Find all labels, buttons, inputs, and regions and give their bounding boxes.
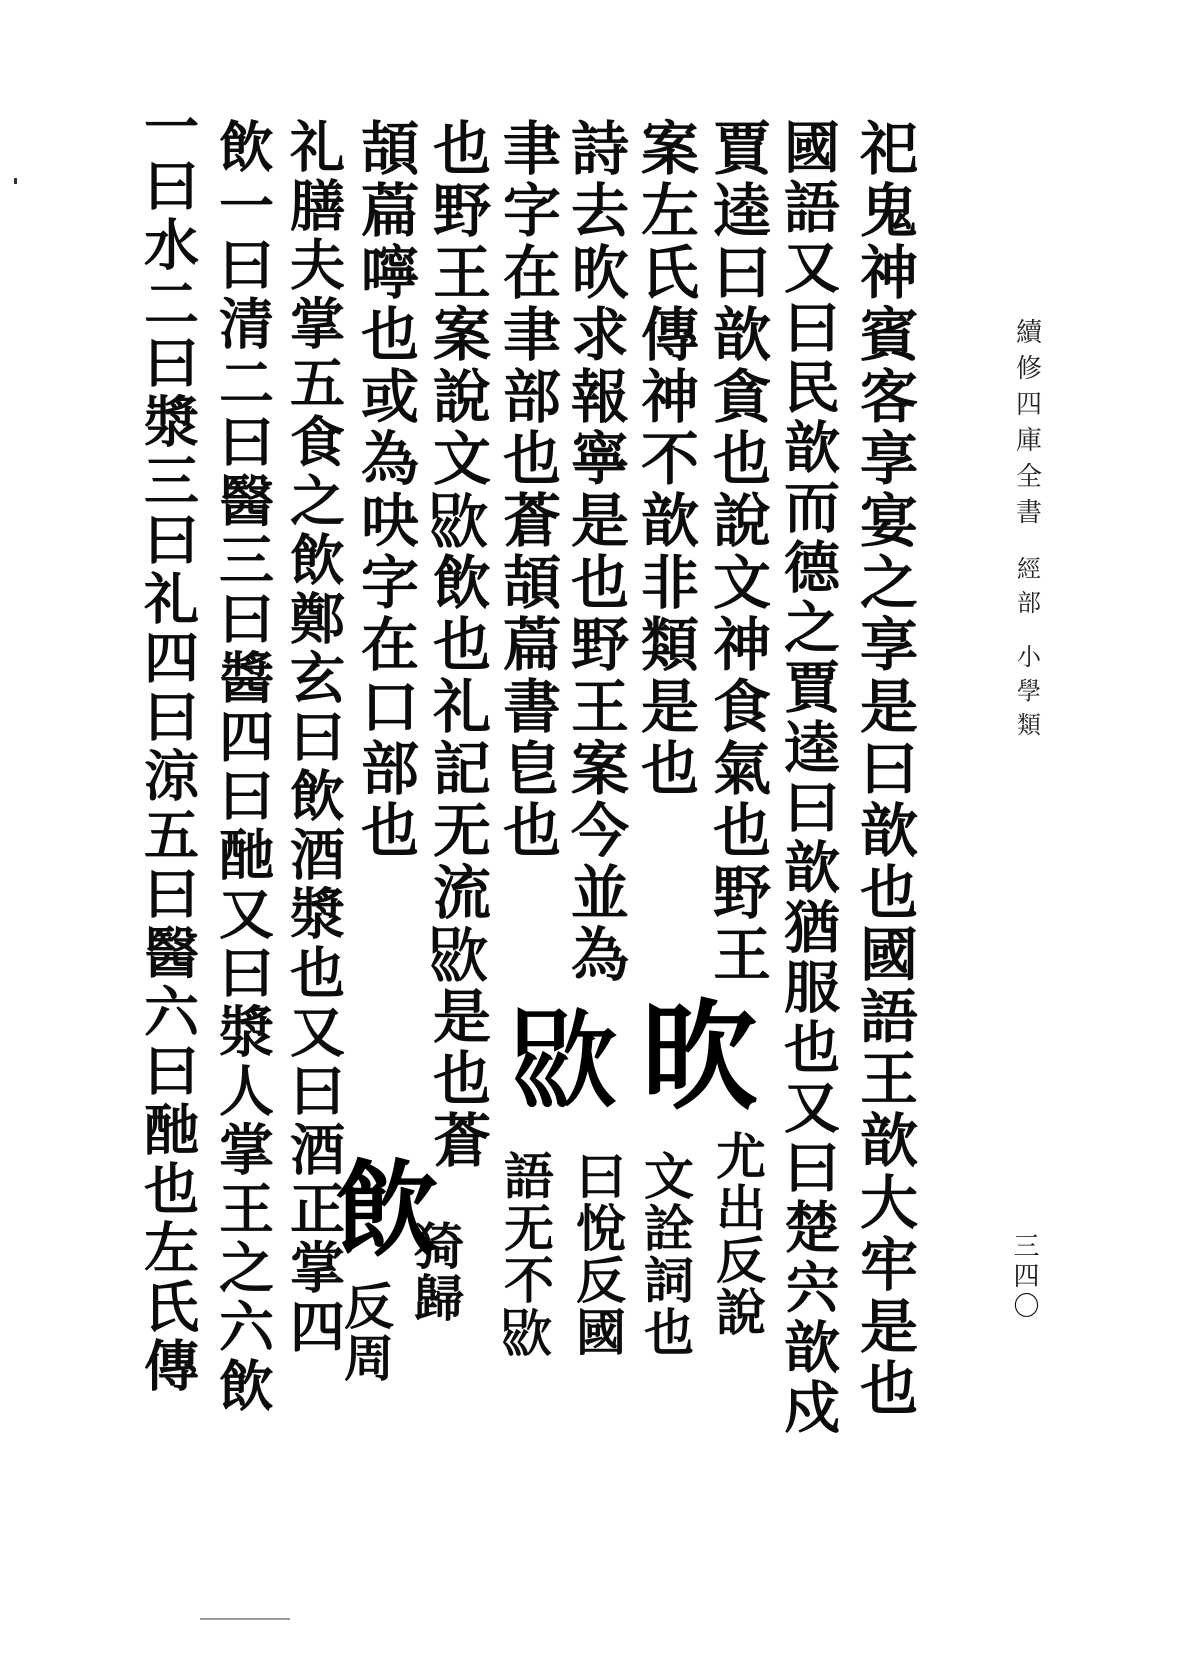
page-number: 三四〇 [1009,1232,1039,1322]
text-column: 詩去欥求報寧是也野王案今並為 [561,118,629,986]
head-character: 欥 [640,987,759,1126]
text-column-lower: 語无不𣢱 [496,1150,555,1358]
text-column: 聿字在聿部也蒼頡萹書皀也 [493,118,561,862]
text-column-lower: 文詮詞也 [636,1150,695,1358]
text-column: 賈逵曰歆貪也說文神食氣也野王 [703,118,771,986]
margin-header [1005,318,1049,746]
text-column-lower: 曰悅反國 [568,1150,627,1358]
text-column: 飲一曰清二曰醫三曰醬四曰酏又曰漿人掌王之六飲 [210,118,275,1416]
text-column-lower: 尤出反說 [708,1130,767,1338]
text-column-lower: 反周 [336,1280,395,1384]
text-column: 頡萹嚀也或為吷字在口部也 [351,118,419,862]
scan-speck [14,178,17,184]
section-label: 經部 [1012,556,1041,624]
text-column: 祀鬼神賓客享宴之享是曰歆也國語王歆大牢是也 [850,118,918,1420]
head-character: 𣢱 [512,1000,617,1123]
subsection-label: 小學類 [1012,644,1041,746]
text-column: 一曰水二曰漿三曰礼四曰涼五曰醫六曰酏也左氏傳 [135,98,200,1396]
book-title: 續修四庫全書 [1011,318,1042,534]
scan-line [200,1618,290,1620]
text-column-lower: 猗歸 [406,1220,465,1324]
head-character: 飲 [335,1148,440,1271]
text-column: 礼膳夫掌五食之飲鄭玄曰飲酒漿也又曰酒正掌四 [281,118,346,1357]
text-column: 國語又曰民歆而德之賈逵曰歆猶服也又曰楚宍歆戍 [775,118,841,1438]
text-column: 也野王案說文𣢱飲也礼記无流𣢱是也蒼 [423,118,491,1172]
text-column: 案左氏傳神不歆非類是也 [631,118,699,800]
